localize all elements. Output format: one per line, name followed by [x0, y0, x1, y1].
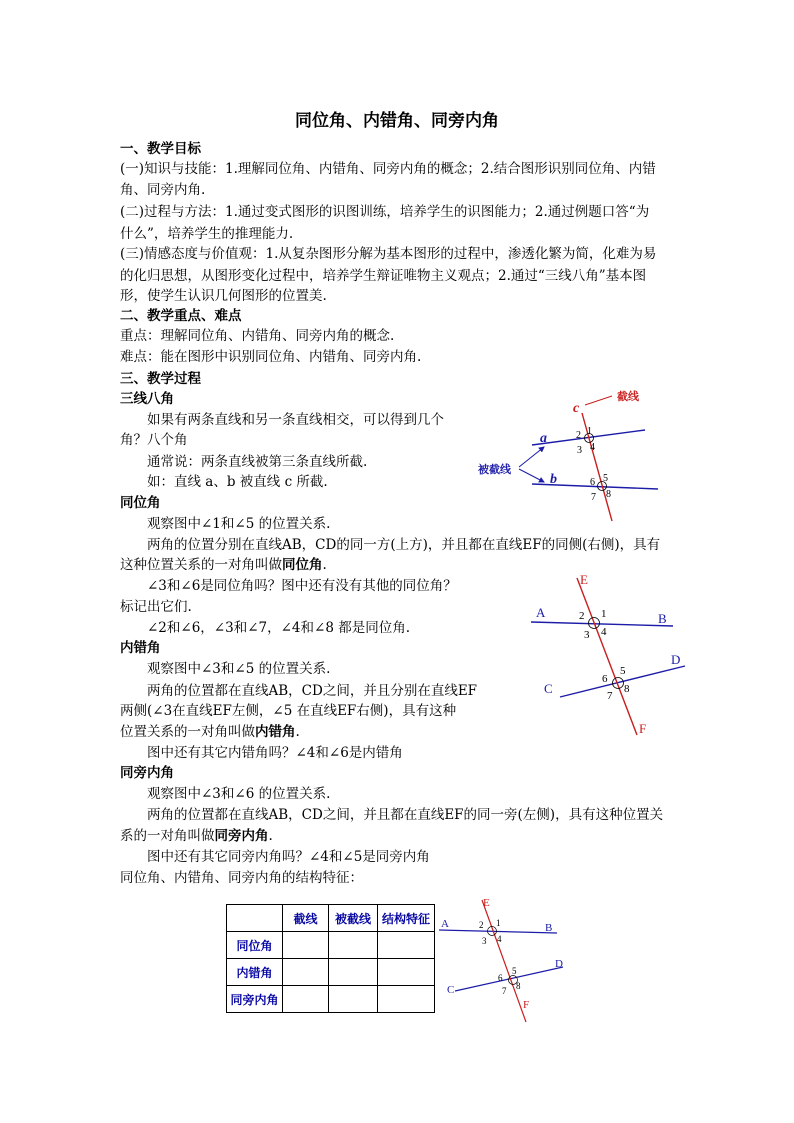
angle-7: 7 — [607, 690, 613, 702]
angle-4: 4 — [497, 934, 502, 944]
para-line: ∠3和∠6是同位角吗？图中还有没有其他的同位角？ — [147, 578, 457, 594]
para-line: 观察图中∠3和∠6 的位置关系. — [147, 786, 331, 802]
angle-2: 2 — [579, 610, 585, 622]
section-1-heading: 一、教学目标 — [120, 141, 201, 157]
para-line: 的化归思想，从图形变化过程中，培养学生辩证唯物主义观点；2.通过“三线八角”基本图 — [120, 268, 647, 284]
para-line: 如：直线 a、b 被直线 c 所截. — [147, 474, 328, 490]
para-line: 两角的位置分别在直线AB，CD的同一方(上方)，并且都在直线EF的同侧(右侧)，具有 — [147, 537, 661, 553]
table-header-cell: 截线 — [283, 905, 329, 932]
para-line: 系的一对角叫做同旁内角. — [120, 828, 273, 844]
label-cut-lines: 被截线 — [478, 464, 511, 476]
para-line: 观察图中∠1和∠5 的位置关系. — [147, 516, 331, 532]
arrow-cutby-a — [519, 447, 544, 467]
label-a: a — [540, 431, 547, 446]
term-same-side: 同旁内角 — [214, 828, 269, 844]
label-A: A — [441, 918, 449, 930]
para-line: 什么”，培养学生的推理能力. — [120, 226, 294, 242]
term-alternate: 内错角 — [255, 724, 296, 740]
angle-7: 7 — [502, 986, 507, 996]
angle-8: 8 — [624, 683, 630, 695]
table-row — [227, 932, 435, 959]
para-line: 位置关系的一对角叫做内错角. — [120, 724, 300, 740]
para-line: 标记出它们. — [120, 599, 192, 615]
label-D: D — [555, 958, 563, 970]
line-EF — [482, 900, 526, 1022]
key-point: 重点：理解同位角、内错角、同旁内角的概念. — [120, 328, 395, 344]
label-c: c — [573, 401, 580, 416]
structure-table — [226, 904, 435, 1013]
angle-6: 6 — [602, 673, 608, 685]
angle-7: 7 — [591, 492, 596, 503]
para-line: 通常说：两条直线被第三条直线所截. — [147, 454, 368, 470]
subheading-corresponding: 同位角 — [120, 495, 161, 511]
angle-8: 8 — [606, 489, 611, 500]
para-line: 如果有两条直线和另一条直线相交，可以得到几个 — [147, 412, 444, 428]
line-AB — [439, 930, 557, 933]
section-2-heading: 二、教学重点、难点 — [120, 308, 242, 324]
para-line: 这种位置关系的一对角叫做同位角. — [120, 557, 327, 573]
subheading-alternate: 内错角 — [120, 640, 161, 656]
para-line: (一)知识与技能：1.理解同位角、内错角、同旁内角的概念；2.结合图形识别同位角、内错 — [120, 161, 656, 177]
angle-6: 6 — [498, 973, 503, 983]
figure-parallel-lines-small — [435, 895, 570, 1025]
line-EF — [577, 578, 637, 735]
term-corresponding: 同位角 — [282, 557, 323, 573]
para-line: 图中还有其它内错角吗？∠4和∠6是内错角 — [147, 745, 403, 761]
para-line: (三)情感态度与价值观：1.从复杂图形分解为基本图形的过程中，渗透化繁为简，化难为易 — [120, 246, 657, 262]
section-3-heading: 三、教学过程 — [120, 371, 201, 387]
subheading-same-side: 同旁内角 — [120, 765, 174, 781]
angle-6: 6 — [590, 477, 595, 488]
angle-5: 5 — [620, 665, 626, 677]
figure-three-lines — [470, 385, 670, 525]
label-cut-line: 截线 — [617, 391, 639, 403]
label-B: B — [545, 922, 553, 934]
angle-2: 2 — [576, 430, 581, 441]
para-line: 角、同旁内角. — [120, 182, 206, 198]
para-line: 角？八个角 — [120, 432, 188, 448]
label-A: A — [536, 605, 546, 620]
angle-5: 5 — [512, 966, 517, 976]
label-B: B — [658, 611, 667, 626]
para-line: ∠2和∠6，∠3和∠7，∠4和∠8 都是同位角. — [147, 620, 410, 636]
label-E: E — [483, 897, 490, 909]
row-label: 内错角 — [227, 959, 283, 986]
line-CD — [455, 967, 563, 991]
row-label: 同旁内角 — [227, 986, 283, 1013]
angle-3: 3 — [584, 629, 590, 641]
label-F: F — [639, 721, 647, 736]
para-line: 两角的位置都在直线AB，CD之间，并且都在直线EF的同一旁(左侧)，具有这种位置关 — [147, 807, 664, 823]
page-title: 同位角、内错角、同旁内角 — [295, 111, 499, 131]
label-C: C — [544, 681, 553, 696]
label-C: C — [447, 984, 455, 996]
para-line: 两角的位置都在直线AB，CD之间，并且分别在直线EF — [147, 683, 478, 699]
angle-1: 1 — [587, 426, 592, 437]
angle-8: 8 — [516, 981, 521, 991]
difficult-point: 难点：能在图形中识别同位角、内错角、同旁内角. — [120, 349, 422, 365]
angle-4: 4 — [601, 626, 607, 638]
arrow-cutby-b — [519, 469, 544, 482]
table-header-cell: 被截线 — [329, 905, 378, 932]
para-line: 观察图中∠3和∠5 的位置关系. — [147, 661, 331, 677]
para-line: 同位角、内错角、同旁内角的结构特征： — [120, 870, 363, 886]
angle-1: 1 — [496, 918, 501, 928]
angle-2: 2 — [479, 920, 484, 930]
label-E: E — [580, 572, 588, 587]
para-line: 图中还有其它同旁内角吗？∠4和∠5是同旁内角 — [147, 849, 430, 865]
angle-5: 5 — [603, 473, 608, 484]
table-header-cell — [227, 905, 283, 932]
row-label: 同位角 — [227, 932, 283, 959]
subheading-three-lines: 三线八角 — [120, 391, 174, 407]
angle-3: 3 — [577, 445, 582, 456]
para-line: (二)过程与方法：1.通过变式图形的识图训练，培养学生的识图能力；2.通过例题口答“为 — [120, 204, 650, 220]
para-line: 形，使学生认识几何图形的位置美. — [120, 288, 327, 304]
angle-1: 1 — [601, 608, 607, 620]
table-row — [227, 986, 435, 1013]
angle-3: 3 — [482, 936, 487, 946]
table-header-cell: 结构特征 — [378, 905, 435, 932]
table-row — [227, 959, 435, 986]
label-b: b — [550, 472, 557, 487]
para-line: 两侧(∠3在直线EF左侧，∠5 在直线EF右侧)，具有这种 — [120, 703, 457, 719]
label-D: D — [671, 652, 681, 667]
figure-parallel-lines — [525, 570, 695, 740]
arrow-cut — [585, 396, 612, 405]
label-F: F — [523, 999, 530, 1011]
angle-4: 4 — [590, 442, 595, 453]
